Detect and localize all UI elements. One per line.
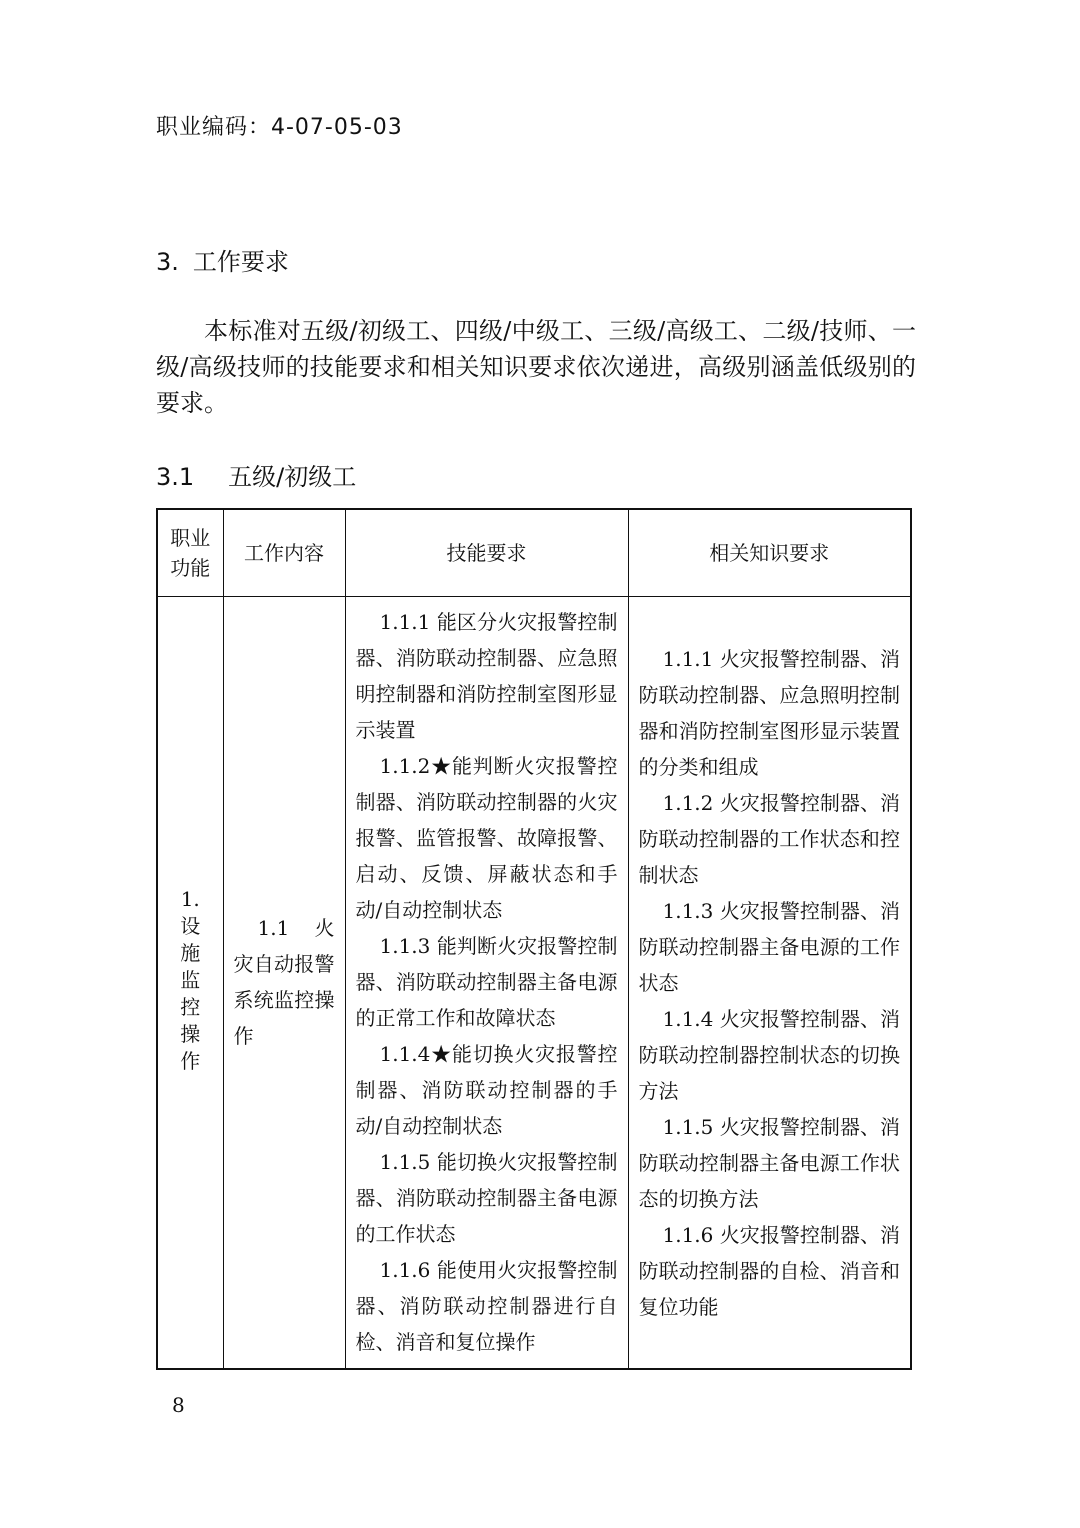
requirements-table (156, 508, 912, 1370)
skills-cell (345, 597, 628, 1369)
knowledge-cell (628, 597, 911, 1369)
work-content-cell (223, 597, 345, 1369)
header-knowledge: 相关知识要求 (628, 509, 911, 597)
intro-paragraph: 本标准对五级/初级工、四级/中级工、三级/高级工、二级/技师、一级/高级技师的技能要求和相关知识要求依次递进，高级别涵盖低级别的要求。 (156, 317, 916, 417)
skill-item: 1.1.2★能判断火灾报警控制器、消防联动控制器的火灾报警、监管报警、故障报警、启动、反馈、屏蔽状态和手动/自动控制状态 (355, 754, 618, 923)
skill-item: 1.1.4★能切换火灾报警控制器、消防联动控制器的手动/自动控制状态 (355, 1042, 618, 1139)
header-work-content: 工作内容 (223, 509, 345, 597)
subsection-title: 五级/初级工 (228, 463, 357, 491)
knowledge-item: 1.1.3 火灾报警控制器、消防联动控制器主备电源的工作状态 (638, 899, 900, 995)
knowledge-item: 1.1.4 火灾报警控制器、消防联动控制器控制状态的切换方法 (638, 1007, 900, 1103)
table-row (157, 597, 911, 1369)
work-content: 1.1 火灾自动报警系统监控操作 (233, 916, 335, 1049)
function-cell (157, 597, 223, 1369)
skill-item: 1.1.3 能判断火灾报警控制器、消防联动控制器主备电源的正常工作和故障状态 (355, 934, 618, 1031)
header-skills: 技能要求 (345, 509, 628, 597)
knowledge-item: 1.1.5 火灾报警控制器、消防联动控制器主备电源工作状态的切换方法 (638, 1115, 900, 1211)
skill-item: 1.1.6 能使用火灾报警控制器、消防联动控制器进行自检、消音和复位操作 (355, 1258, 618, 1355)
knowledge-item: 1.1.2 火灾报警控制器、消防联动控制器的工作状态和控制状态 (638, 791, 900, 887)
page-number: 8 (172, 1393, 185, 1417)
knowledge-item: 1.1.6 火灾报警控制器、消防联动控制器的自检、消音和复位功能 (638, 1223, 900, 1319)
section-title: 工作要求 (192, 248, 289, 276)
function-name: 设施监控操作 (180, 913, 201, 1073)
subsection-number: 3.1 (156, 463, 195, 491)
header-function: 职业功能 (157, 509, 223, 597)
table-header-row (157, 509, 911, 597)
knowledge-item: 1.1.1 火灾报警控制器、消防联动控制器、应急照明控制器和消防控制室图形显示装置的分类和组成 (638, 647, 900, 779)
occupation-code: 职业编码：4-07-05-03 (156, 115, 403, 140)
section-number: 3. (156, 248, 179, 276)
skill-item: 1.1.1 能区分火灾报警控制器、消防联动控制器、应急照明控制器和消防控制室图形显示装置 (355, 610, 618, 743)
subsection-heading (156, 457, 356, 492)
skill-item: 1.1.5 能切换火灾报警控制器、消防联动控制器主备电源的工作状态 (355, 1150, 618, 1247)
section-heading (156, 242, 289, 277)
function-number: 1. (180, 886, 200, 911)
